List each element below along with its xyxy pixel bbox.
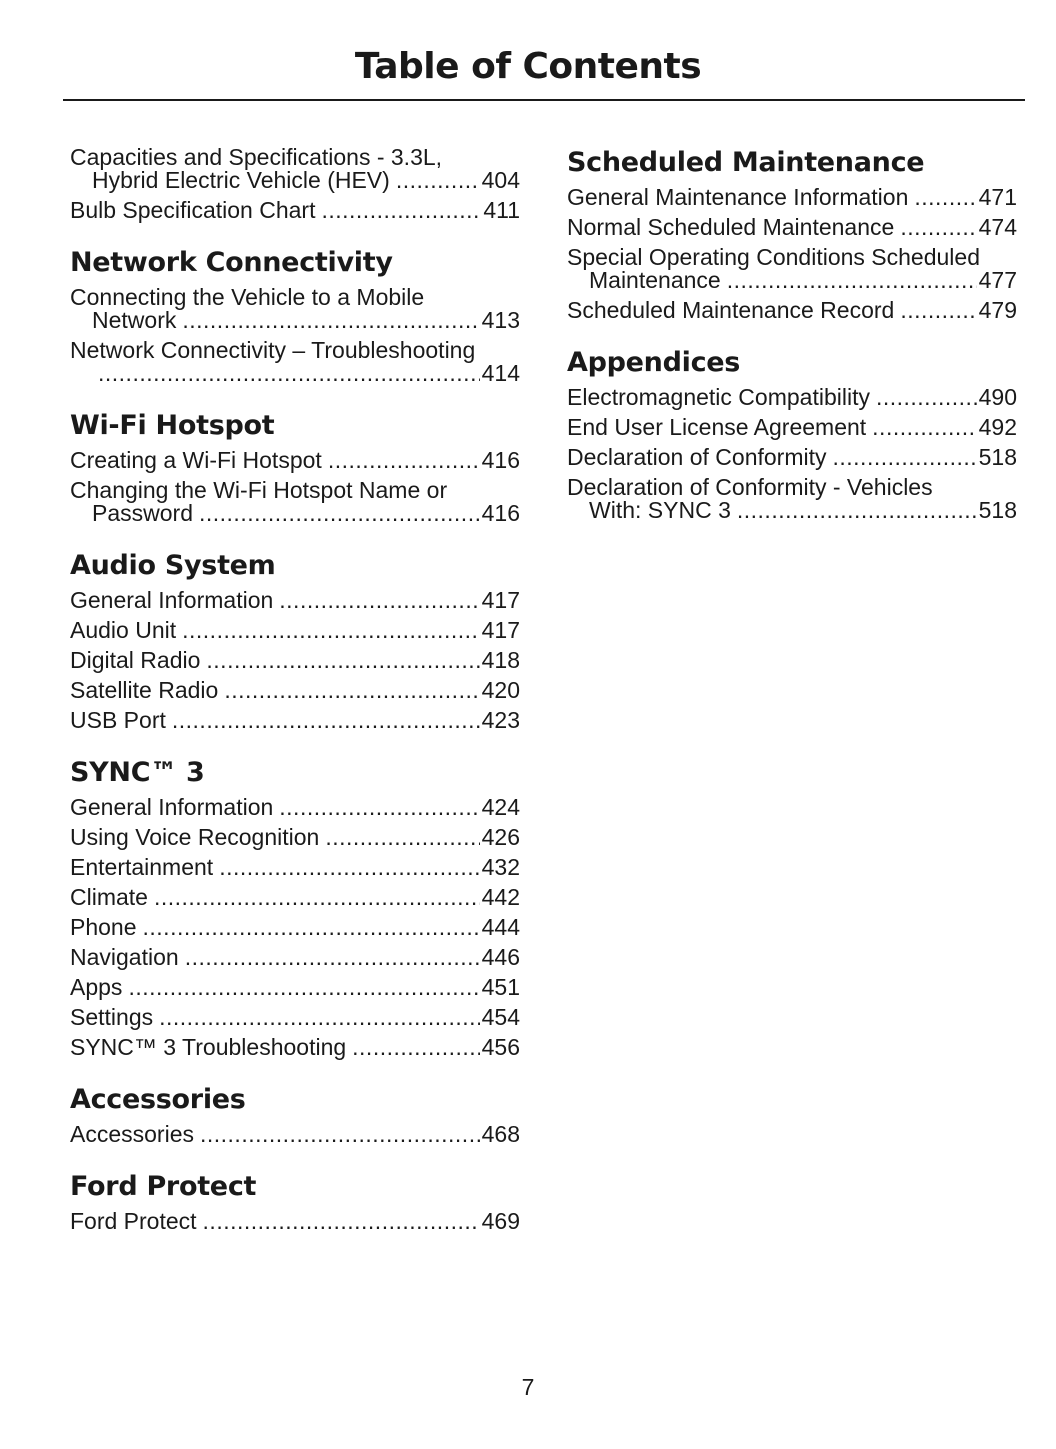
toc-entry[interactable] xyxy=(70,339,520,385)
toc-entry[interactable] xyxy=(70,976,520,999)
toc-entry-title: Network xyxy=(92,307,177,333)
toc-entry-row xyxy=(70,886,520,909)
toc-entry-page: 454 xyxy=(481,1004,520,1030)
toc-entry-title: Using Voice Recognition xyxy=(70,824,320,850)
toc-entry-row xyxy=(70,826,520,849)
toc-entry-row xyxy=(70,649,520,672)
title-divider xyxy=(63,99,1025,101)
toc-entry-row xyxy=(70,946,520,969)
toc-section xyxy=(567,146,1017,322)
toc-entry[interactable] xyxy=(70,709,520,732)
toc-entry-page: 471 xyxy=(978,184,1017,210)
toc-entry-title: Bulb Specification Chart xyxy=(70,197,316,223)
toc-entry-title: Settings xyxy=(70,1004,154,1030)
page-title: Table of Contents xyxy=(354,46,702,87)
toc-entry[interactable] xyxy=(70,649,520,672)
toc-entry[interactable] xyxy=(567,446,1017,469)
dot-leader xyxy=(727,269,977,292)
toc-entry-title-line: Capacities and Specifications - 3.3L, xyxy=(70,144,443,170)
toc-entry[interactable] xyxy=(70,286,520,332)
toc-entry-page: 413 xyxy=(481,307,520,333)
toc-entry[interactable] xyxy=(567,246,1017,292)
toc-entry-row xyxy=(70,916,520,939)
toc-entry-row xyxy=(567,216,1017,239)
toc-entry-row xyxy=(70,309,520,332)
toc-entry-title: Ford Protect xyxy=(70,1208,197,1234)
toc-entry-row xyxy=(70,169,520,192)
toc-entry-row xyxy=(70,1036,520,1059)
dot-leader xyxy=(737,499,977,522)
toc-entry-page: 416 xyxy=(481,447,520,473)
toc-entry-title: Climate xyxy=(70,884,148,910)
toc-section xyxy=(567,346,1017,522)
section-heading: SYNC™ 3 xyxy=(70,757,205,788)
toc-entry-title: Normal Scheduled Maintenance xyxy=(567,214,895,240)
toc-entry-row xyxy=(567,416,1017,439)
toc-entry-page: 418 xyxy=(481,647,520,673)
toc-entry[interactable] xyxy=(567,416,1017,439)
dot-leader xyxy=(172,709,480,732)
toc-entry-page: 474 xyxy=(978,214,1017,240)
toc-entry-page: 417 xyxy=(481,587,520,613)
dot-leader xyxy=(182,619,480,642)
section-heading: Network Connectivity xyxy=(70,247,393,278)
toc-section xyxy=(70,1170,520,1233)
toc-entry-title: Entertainment xyxy=(70,854,214,880)
dot-leader xyxy=(279,796,479,819)
toc-entry-title: USB Port xyxy=(70,707,166,733)
toc-entry-title: End User License Agreement xyxy=(567,414,867,440)
toc-entry[interactable] xyxy=(70,1036,520,1059)
toc-entry-row xyxy=(567,386,1017,409)
toc-section xyxy=(70,409,520,525)
toc-entry-title: General Maintenance Information xyxy=(567,184,909,210)
toc-entry-page: 518 xyxy=(978,497,1017,523)
toc-entry-title: Digital Radio xyxy=(70,647,201,673)
toc-entry-title: Navigation xyxy=(70,944,179,970)
toc-entry-title: Apps xyxy=(70,974,123,1000)
toc-entry[interactable] xyxy=(70,619,520,642)
toc-entry-row xyxy=(70,619,520,642)
toc-entry-title: Electromagnetic Compatibility xyxy=(567,384,870,410)
dot-leader xyxy=(352,1036,479,1059)
toc-entry[interactable] xyxy=(70,146,520,192)
toc-section xyxy=(70,549,520,732)
toc-entry[interactable] xyxy=(70,1123,520,1146)
section-heading: Accessories xyxy=(70,1084,246,1115)
toc-entry-row xyxy=(70,1123,520,1146)
toc-right-column xyxy=(567,146,1017,546)
toc-left-column xyxy=(70,146,520,1257)
toc-entry-row xyxy=(70,589,520,612)
page-number: 7 xyxy=(521,1374,535,1400)
toc-entry[interactable] xyxy=(70,886,520,909)
toc-entry-title: SYNC™ 3 Troubleshooting xyxy=(70,1034,347,1060)
toc-entry-title: General Information xyxy=(70,587,274,613)
toc-entry[interactable] xyxy=(567,386,1017,409)
toc-entry-page: 518 xyxy=(978,444,1017,470)
toc-section xyxy=(70,146,520,222)
toc-entry-title: Maintenance xyxy=(589,267,721,293)
section-heading: Scheduled Maintenance xyxy=(567,147,925,178)
dot-leader xyxy=(321,199,481,222)
toc-entry-row xyxy=(70,502,520,525)
toc-entry-page: 456 xyxy=(481,1034,520,1060)
dot-leader xyxy=(206,649,479,672)
toc-section xyxy=(70,1083,520,1146)
toc-entry-title: Hybrid Electric Vehicle (HEV) xyxy=(92,167,390,193)
dot-leader xyxy=(396,169,480,192)
toc-entry-page: 424 xyxy=(481,794,520,820)
toc-entry[interactable] xyxy=(70,1006,520,1029)
toc-entry-page: 414 xyxy=(481,360,520,386)
toc-entry-title: Accessories xyxy=(70,1121,194,1147)
toc-entry-title: Audio Unit xyxy=(70,617,177,643)
toc-entry[interactable] xyxy=(70,796,520,819)
dot-leader xyxy=(143,916,480,939)
toc-entry[interactable] xyxy=(70,916,520,939)
toc-entry-title-line: Declaration of Conformity - Vehicles xyxy=(567,474,933,500)
dot-leader xyxy=(219,856,479,879)
toc-section xyxy=(70,756,520,1059)
toc-entry-row xyxy=(567,269,1017,292)
toc-entry-title-line: Network Connectivity – Troubleshooting xyxy=(70,337,476,363)
dot-leader xyxy=(159,1006,480,1029)
toc-entry-page: 411 xyxy=(483,197,520,223)
toc-entry-title-line: Changing the Wi-Fi Hotspot Name or xyxy=(70,477,448,503)
toc-entry[interactable] xyxy=(70,826,520,849)
toc-entry-page: 442 xyxy=(481,884,520,910)
toc-entry-page: 477 xyxy=(978,267,1017,293)
toc-entry-page: 451 xyxy=(481,974,520,1000)
toc-entry-row xyxy=(70,1006,520,1029)
toc-entry-page: 444 xyxy=(481,914,520,940)
toc-entry[interactable] xyxy=(567,299,1017,322)
dot-leader xyxy=(203,1210,480,1233)
dot-leader xyxy=(900,216,976,239)
dot-leader xyxy=(182,309,479,332)
toc-entry-page: 404 xyxy=(481,167,520,193)
toc-entry-title: Satellite Radio xyxy=(70,677,219,703)
toc-entry-row xyxy=(567,446,1017,469)
toc-entry-row xyxy=(70,856,520,879)
toc-entry[interactable] xyxy=(567,476,1017,522)
toc-entry[interactable] xyxy=(70,946,520,969)
toc-entry-page: 432 xyxy=(481,854,520,880)
toc-entry-title: Creating a Wi-Fi Hotspot xyxy=(70,447,322,473)
toc-entry[interactable] xyxy=(70,199,520,222)
dot-leader xyxy=(185,946,480,969)
toc-entry-title: With: SYNC 3 xyxy=(589,497,731,523)
toc-entry-page: 426 xyxy=(481,824,520,850)
toc-entry-title: Declaration of Conformity xyxy=(567,444,827,470)
toc-entry[interactable] xyxy=(70,449,520,472)
dot-leader xyxy=(279,589,479,612)
toc-entry[interactable] xyxy=(70,679,520,702)
dot-leader xyxy=(128,976,479,999)
dot-leader xyxy=(900,299,976,322)
toc-entry-row xyxy=(70,449,520,472)
toc-entry[interactable] xyxy=(70,589,520,612)
dot-leader xyxy=(224,679,479,702)
toc-entry[interactable] xyxy=(567,216,1017,239)
dot-leader xyxy=(325,826,479,849)
toc-entry-page: 423 xyxy=(481,707,520,733)
toc-entry-row xyxy=(70,976,520,999)
toc-entry-row xyxy=(70,1210,520,1233)
toc-entry-row xyxy=(567,499,1017,522)
section-heading: Wi-Fi Hotspot xyxy=(70,410,275,441)
toc-entry[interactable] xyxy=(70,856,520,879)
dot-leader xyxy=(98,362,480,385)
section-heading: Audio System xyxy=(70,550,276,581)
section-heading: Appendices xyxy=(567,347,741,378)
toc-entry-page: 417 xyxy=(481,617,520,643)
dot-leader xyxy=(200,1123,480,1146)
toc-section xyxy=(70,246,520,385)
toc-entry-page: 420 xyxy=(481,677,520,703)
dot-leader xyxy=(328,449,480,472)
dot-leader xyxy=(914,186,976,209)
toc-entry-row xyxy=(567,299,1017,322)
toc-entry-title-line: Connecting the Vehicle to a Mobile xyxy=(70,284,425,310)
toc-entry-title: Scheduled Maintenance Record xyxy=(567,297,895,323)
dot-leader xyxy=(199,502,480,525)
toc-entry-row xyxy=(70,709,520,732)
dot-leader xyxy=(876,386,977,409)
toc-entry[interactable] xyxy=(567,186,1017,209)
toc-entry-title: Password xyxy=(92,500,193,526)
toc-entry-row xyxy=(70,796,520,819)
toc-entry-title: General Information xyxy=(70,794,274,820)
dot-leader xyxy=(154,886,480,909)
toc-entry-page: 468 xyxy=(481,1121,520,1147)
dot-leader xyxy=(872,416,976,439)
toc-entry-page: 479 xyxy=(978,297,1017,323)
toc-entry-page: 416 xyxy=(481,500,520,526)
toc-entry-row xyxy=(70,679,520,702)
dot-leader xyxy=(833,446,977,469)
toc-entry-row xyxy=(567,186,1017,209)
toc-entry-row xyxy=(70,199,520,222)
toc-entry-page: 492 xyxy=(978,414,1017,440)
toc-entry-page: 446 xyxy=(481,944,520,970)
toc-entry-page: 469 xyxy=(481,1208,520,1234)
toc-entry-title: Phone xyxy=(70,914,137,940)
toc-entry-title-line: Special Operating Conditions Scheduled xyxy=(567,244,980,270)
toc-entry[interactable] xyxy=(70,1210,520,1233)
toc-entry-page: 490 xyxy=(978,384,1017,410)
toc-entry-row xyxy=(70,362,520,385)
section-heading: Ford Protect xyxy=(70,1171,257,1202)
toc-entry[interactable] xyxy=(70,479,520,525)
